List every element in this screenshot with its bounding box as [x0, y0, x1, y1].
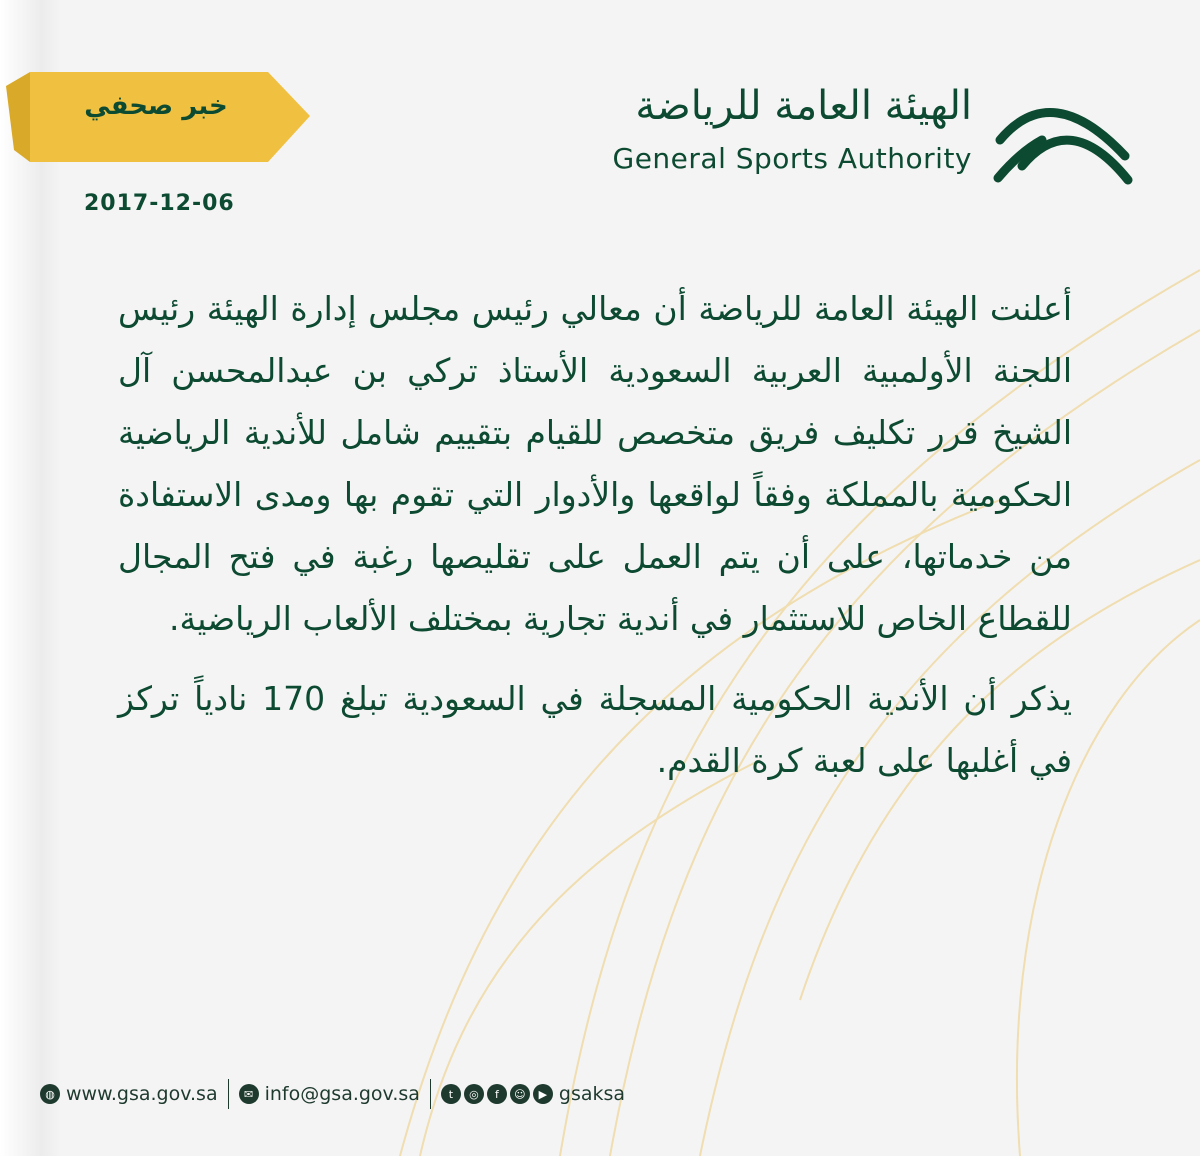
footer-email[interactable]: [239, 1083, 420, 1105]
logo-name-arabic: الهيئة العامة للرياضة: [635, 83, 972, 129]
twitter-icon[interactable]: t: [441, 1084, 461, 1104]
globe-icon: ◍: [40, 1084, 60, 1104]
email-link[interactable]: info@gsa.gov.sa: [264, 1083, 420, 1105]
article-paragraph-1: أعلنت الهيئة العامة للرياضة أن معالي رئيس مجلس إدارة الهيئة رئيس اللجنة الأولمبية العربية السعودية الأستاذ تركي بن عبدالمحسن آل الشيخ قرر تكليف فريق متخصص للقيام بتقييم شامل للأندية الرياضية الحكومية بالمملكة وفقاً لواقعها والأدوار التي تقوم بها ومدى الاستفادة من خدماتها، على أن يتم العمل على تقليصها رغبة في فتح المجال للقطاع الخاص للاستثمار في أندية تجارية بمختلف الألعاب الرياضية.: [118, 289, 1072, 638]
social-icons: [441, 1084, 559, 1104]
footer-social[interactable]: [441, 1083, 625, 1105]
article-body: [118, 278, 1072, 792]
gsa-chevron-logo-icon: [990, 78, 1140, 188]
footer-divider: [228, 1079, 229, 1109]
website-link[interactable]: www.gsa.gov.sa: [66, 1083, 218, 1105]
footer-contact-bar: [40, 1076, 740, 1112]
mail-icon: ✉: [239, 1084, 259, 1104]
social-handle[interactable]: gsaksa: [558, 1083, 626, 1105]
snapchat-icon[interactable]: ☺: [510, 1084, 530, 1104]
footer-divider: [430, 1079, 431, 1109]
logo-name-english: General Sports Authority: [612, 142, 972, 175]
youtube-icon[interactable]: ▶: [533, 1084, 553, 1104]
facebook-icon[interactable]: f: [487, 1084, 507, 1104]
article-paragraph-2: يذكر أن الأندية الحكومية المسجلة في السعودية تبلغ 170 نادياً تركز في أغلبها على لعبة كرة القدم.: [118, 679, 1072, 780]
footer-website[interactable]: [40, 1083, 218, 1105]
left-edge-shadow: [0, 0, 60, 1156]
instagram-icon[interactable]: ◎: [464, 1084, 484, 1104]
publication-date: 2017-12-06: [84, 191, 235, 216]
press-release-label: خبر صحفي: [84, 91, 228, 121]
